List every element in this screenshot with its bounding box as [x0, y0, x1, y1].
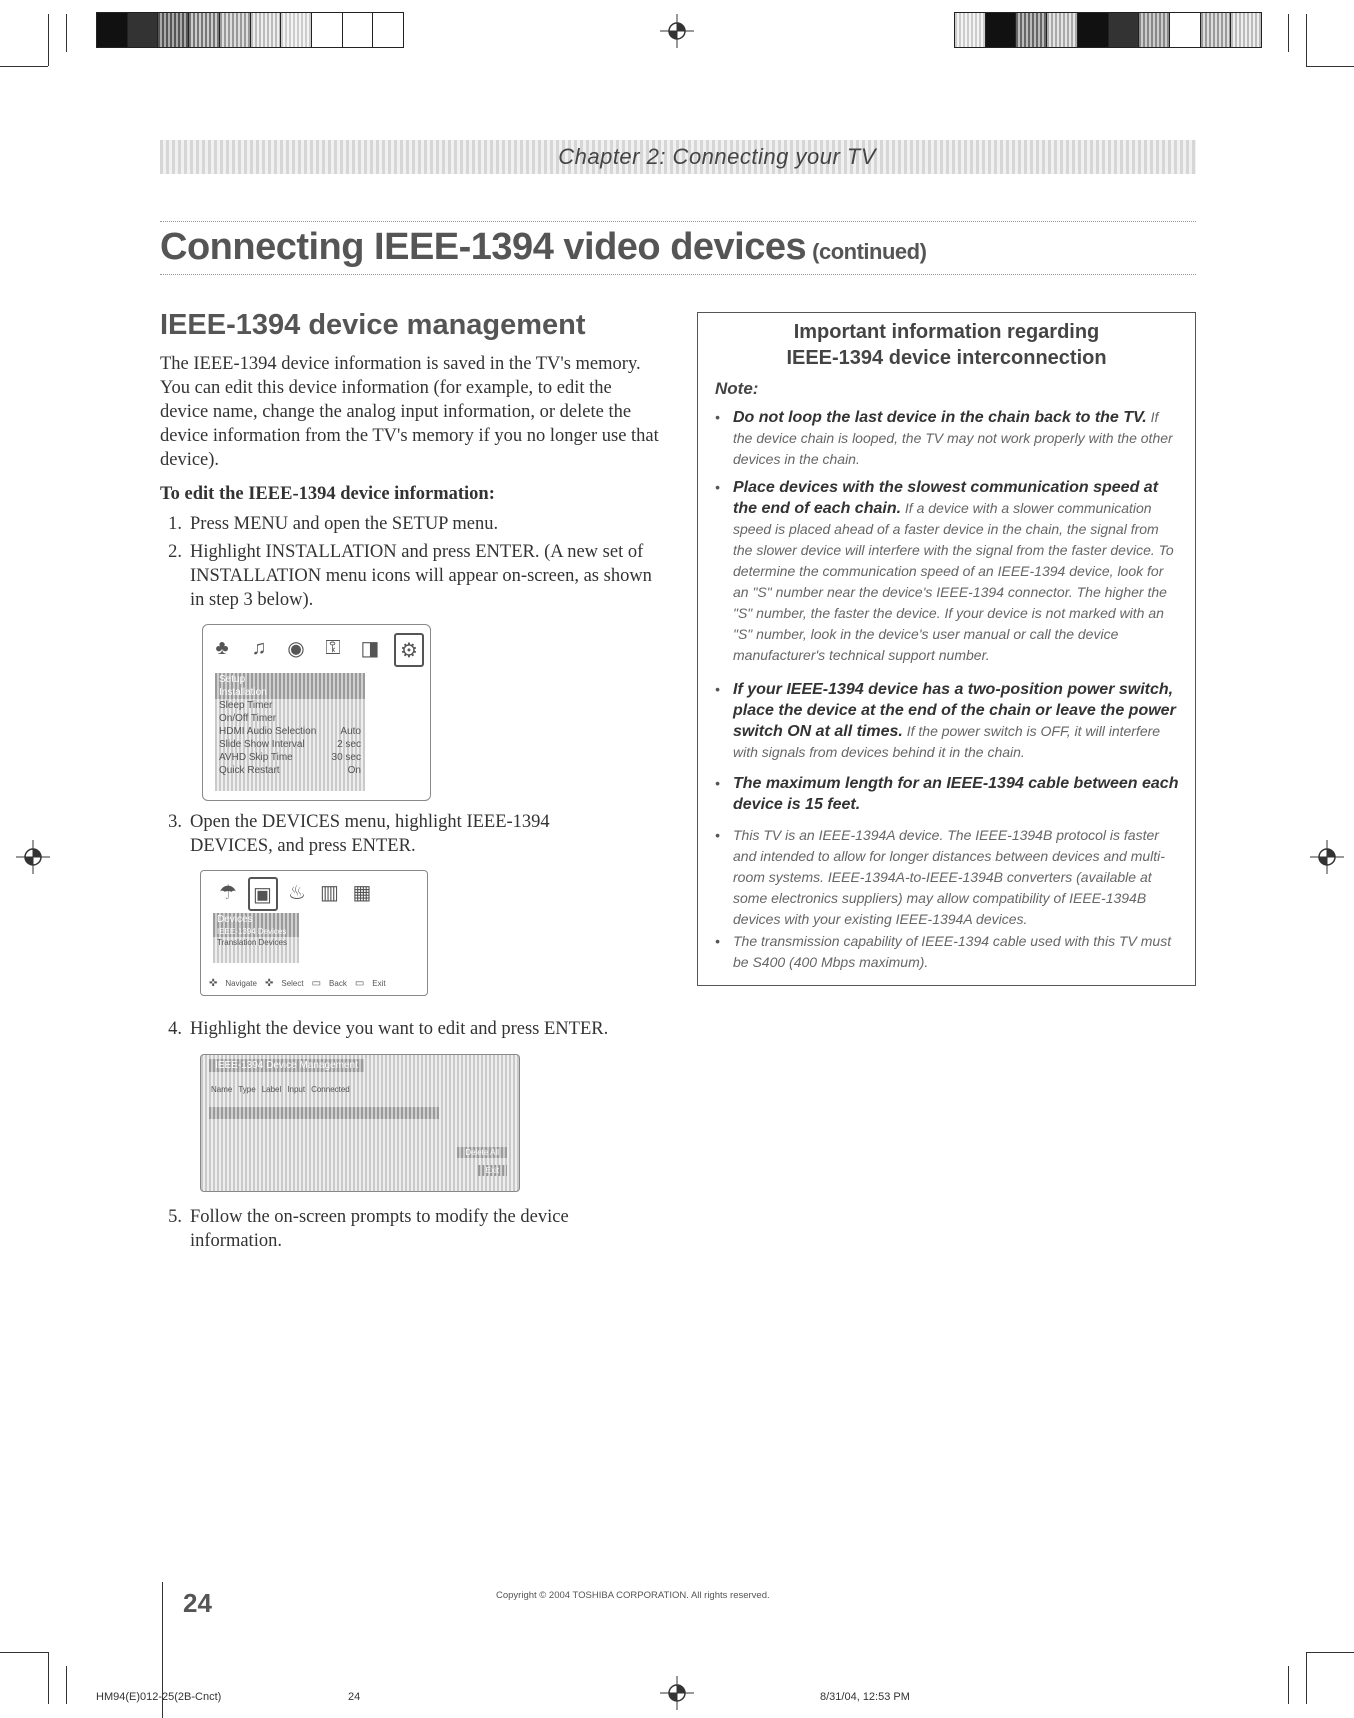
delete-all-button[interactable]: Delete All: [457, 1147, 507, 1158]
step-number: 2.: [168, 542, 182, 562]
bullet-dot: •: [715, 933, 720, 949]
page-title-text: Connecting IEEE-1394 video devices: [160, 226, 807, 268]
devices-footer: [209, 978, 386, 989]
device-mgmt-columns: [211, 1085, 350, 1094]
bullet-dot: •: [715, 681, 720, 697]
step-number: 4.: [168, 1019, 182, 1039]
step-item: [160, 540, 680, 612]
crop-mark-tr-v2: [1288, 14, 1289, 52]
slug-date: 8/31/04, 12:53 PM: [820, 1691, 910, 1703]
bullet-dot: •: [715, 479, 720, 495]
bullet-bold: The maximum length for an IEEE-1394 cable between each device is 15 feet.: [733, 775, 1179, 813]
crop-mark-tl-v: [48, 14, 49, 66]
crop-mark-br-v: [1306, 1652, 1307, 1704]
navigate-icon: ✜: [209, 978, 218, 989]
column-header: Connected: [311, 1085, 350, 1094]
bullet-bold: If your IEEE-1394 device has a two-position power switch, place the device at the end of the chain or leave the power switch ON at all times.: [733, 681, 1176, 740]
setup-menu-item[interactable]: [215, 764, 365, 777]
important-info-box: [697, 312, 1196, 986]
preferences-icon: ◉: [287, 637, 305, 660]
devices-menu-panel: [213, 913, 299, 963]
setup-menu-screenshot: [202, 624, 431, 801]
color-bar-right: [954, 12, 1262, 48]
section-title: IEEE-1394 device management: [160, 309, 586, 341]
step-3: [160, 810, 680, 858]
crop-mark-tl-h: [0, 66, 48, 67]
bullet-text: The transmission capability of IEEE-1394 cable used with this TV must be S400 (400 Mbps maximum).: [733, 933, 1172, 970]
info-title-line2: IEEE-1394 device interconnection: [786, 347, 1107, 369]
device-row-selected[interactable]: [209, 1107, 439, 1119]
page-number: 24: [183, 1588, 212, 1618]
back-icon: ▭: [311, 978, 322, 989]
page-title: [160, 226, 926, 269]
registration-mark-bottom-icon: [660, 1676, 694, 1710]
note-label: Note:: [715, 379, 759, 398]
copyright: Copyright © 2004 TOSHIBA CORPORATION. All rights reserved.: [496, 1590, 770, 1601]
crop-mark-br-h: [1306, 1652, 1354, 1653]
steps-1-2: [160, 512, 680, 612]
step-4: [160, 1017, 680, 1041]
navigate-label: Navigate: [225, 979, 257, 988]
setup-menu-item[interactable]: [215, 686, 365, 699]
registration-mark-right-icon: [1310, 840, 1344, 874]
system-icon: ▦: [352, 881, 372, 904]
color-bar-left: [96, 12, 404, 48]
setup-item-value: On: [347, 765, 361, 776]
step-number: 3.: [168, 812, 182, 832]
setup-item-label: Slide Show Interval: [219, 739, 305, 750]
network-icon: ♨: [288, 881, 306, 904]
select-icon: ✜: [264, 978, 274, 989]
column-header: Name: [211, 1085, 233, 1094]
crop-mark-bl-h: [0, 1652, 48, 1653]
setup-item-label: On/Off Timer: [219, 713, 277, 724]
menu-icon-row: [209, 633, 424, 667]
applications-icon: ◨: [360, 637, 380, 660]
devices-menu-title: Devices: [213, 913, 299, 926]
bullet-text: If the device chain is looped, the TV may not work properly with the other devices in the chain.: [733, 409, 1173, 467]
devices-icon-row: [215, 877, 375, 911]
info-bullet: [715, 773, 1179, 815]
bullet-text: This TV is an IEEE-1394A device. The IEEE-1394B protocol is faster and intended to allow for longer distances between devices and multi-room systems. IEEE-1394A-to-IEEE-1394B converters (available at some electronics suppliers) may allow compatibility of IEEE-1394B devices with your existing IEEE-1394A devices.: [733, 827, 1165, 927]
chapter-banner: [160, 140, 1196, 174]
setup-item-label: Sleep Timer: [219, 700, 273, 711]
device-management-screenshot: [200, 1054, 520, 1192]
registration-mark-top-icon: [660, 14, 694, 48]
setup-menu-item[interactable]: [215, 725, 365, 738]
memory-icon: ▥: [320, 881, 339, 904]
audio-icon: ♫: [251, 636, 267, 659]
setup-item-label: Installation: [219, 687, 267, 698]
bullet-bold: Place devices with the slowest communication speed at the end of each chain.: [733, 479, 1159, 517]
setup-item-label: Quick Restart: [219, 765, 280, 776]
bullet-bold: Do not loop the last device in the chain back to the TV.: [733, 409, 1147, 426]
select-label: Select: [281, 979, 304, 988]
setup-icon: ⚙: [394, 633, 424, 667]
step-number: 5.: [168, 1207, 182, 1227]
title-rule-bottom: [160, 274, 1196, 275]
setup-item-label: HDMI Audio Selection: [219, 726, 317, 737]
bullet-dot: •: [715, 409, 720, 425]
bullet-dot: •: [715, 827, 720, 843]
devices-icon: ▣: [248, 877, 278, 911]
crop-mark-br-v2: [1288, 1666, 1289, 1704]
step-text: Highlight INSTALLATION and press ENTER. (A new set of INSTALLATION menu icons will appear on-screen, as shown in step 3 below).: [190, 542, 652, 610]
procedure-subhead: To edit the IEEE-1394 device information:: [160, 484, 495, 504]
crop-mark-tr-h: [1306, 66, 1354, 67]
setup-item-label: AVHD Skip Time: [219, 752, 293, 763]
setup-menu-item[interactable]: [215, 738, 365, 751]
back-label: Back: [329, 979, 347, 988]
crop-mark-tr-v: [1306, 14, 1307, 66]
crop-mark-bl-v2: [66, 1666, 67, 1704]
setup-menu-panel: [215, 673, 365, 791]
exit-button[interactable]: Exit: [478, 1165, 507, 1176]
lock-icon: ⚿: [325, 636, 341, 659]
page-title-suffix: (continued): [812, 239, 927, 264]
step-5: [160, 1205, 680, 1253]
exit-icon: ▭: [354, 978, 365, 989]
exit-label: Exit: [372, 979, 386, 988]
setup-item-value: 2 sec: [337, 739, 361, 750]
step-number: 1.: [168, 514, 182, 534]
info-bullet: [715, 679, 1179, 763]
step-text: Press MENU and open the SETUP menu.: [190, 514, 499, 534]
setup-menu-item[interactable]: [215, 712, 365, 725]
setup-menu-item[interactable]: [215, 699, 365, 712]
info-title-line1: Important information regarding: [793, 321, 1100, 343]
bullet-dot: •: [715, 775, 720, 791]
crop-mark-bl-v: [48, 1652, 49, 1704]
info-bullet: [715, 931, 1179, 973]
devices-menu-screenshot: [200, 870, 428, 996]
column-header: Input: [287, 1085, 306, 1094]
step-item: [160, 810, 680, 858]
step-item: [160, 1017, 680, 1041]
picture-icon: ♣: [215, 636, 229, 659]
step-text: Follow the on-screen prompts to modify the device information.: [190, 1207, 569, 1251]
step-item: [160, 1205, 680, 1253]
column-header: Label: [261, 1085, 282, 1094]
setup-item-value: 30 sec: [331, 752, 361, 763]
setup-menu-title: Setup: [215, 673, 365, 686]
crop-mark-tl-v2: [66, 14, 67, 52]
info-bullet: [715, 477, 1179, 666]
intro-paragraph: The IEEE-1394 device information is saved in the TV's memory. You can edit this device information (for example, to edit the device name, change the analog input information, or delete the device information from the TV's memory if you no longer use that device).: [160, 354, 659, 470]
registration-mark-left-icon: [16, 840, 50, 874]
slug-page: 24: [348, 1691, 361, 1703]
step-text: Open the DEVICES menu, highlight IEEE-1394 DEVICES, and press ENTER.: [190, 812, 550, 856]
title-rule-top: [160, 221, 1196, 222]
device-mgmt-title: IEEE-1394 Device Management: [209, 1059, 364, 1072]
step-item: [160, 512, 680, 536]
step-text: Highlight the device you want to edit and press ENTER.: [190, 1019, 609, 1039]
bullet-text: If a device with a slower communication speed is placed ahead of a faster device in the chain, the signal from the slower device will interfere with the signal from the faster device. To determine the communication speed of an IEEE-1394 device, look for an "S" number near the device's IEEE-1394 connector. The higher the "S" number, the faster the device. If your device is not marked with an "S" number, look in the device's user manual or call the device manufacturer's technical support number.: [733, 500, 1174, 663]
devices-menu-item[interactable]: IEEE-1394 Devices: [213, 926, 299, 937]
bullet-text: If the power switch is OFF, it will interfere with signals from devices behind it in the chain.: [733, 723, 1161, 760]
antenna-icon: ☂: [219, 881, 237, 904]
devices-menu-item[interactable]: Translation Devices: [217, 938, 287, 947]
column-header: Type: [238, 1085, 256, 1094]
slug-file: HM94(E)012-25(2B-Cnct): [96, 1691, 222, 1703]
info-bullet: [715, 825, 1179, 930]
chapter-title: Chapter 2: Connecting your TV: [558, 144, 876, 169]
info-bullet: [715, 407, 1179, 470]
setup-menu-item[interactable]: [215, 751, 365, 764]
setup-item-value: Auto: [340, 726, 361, 737]
